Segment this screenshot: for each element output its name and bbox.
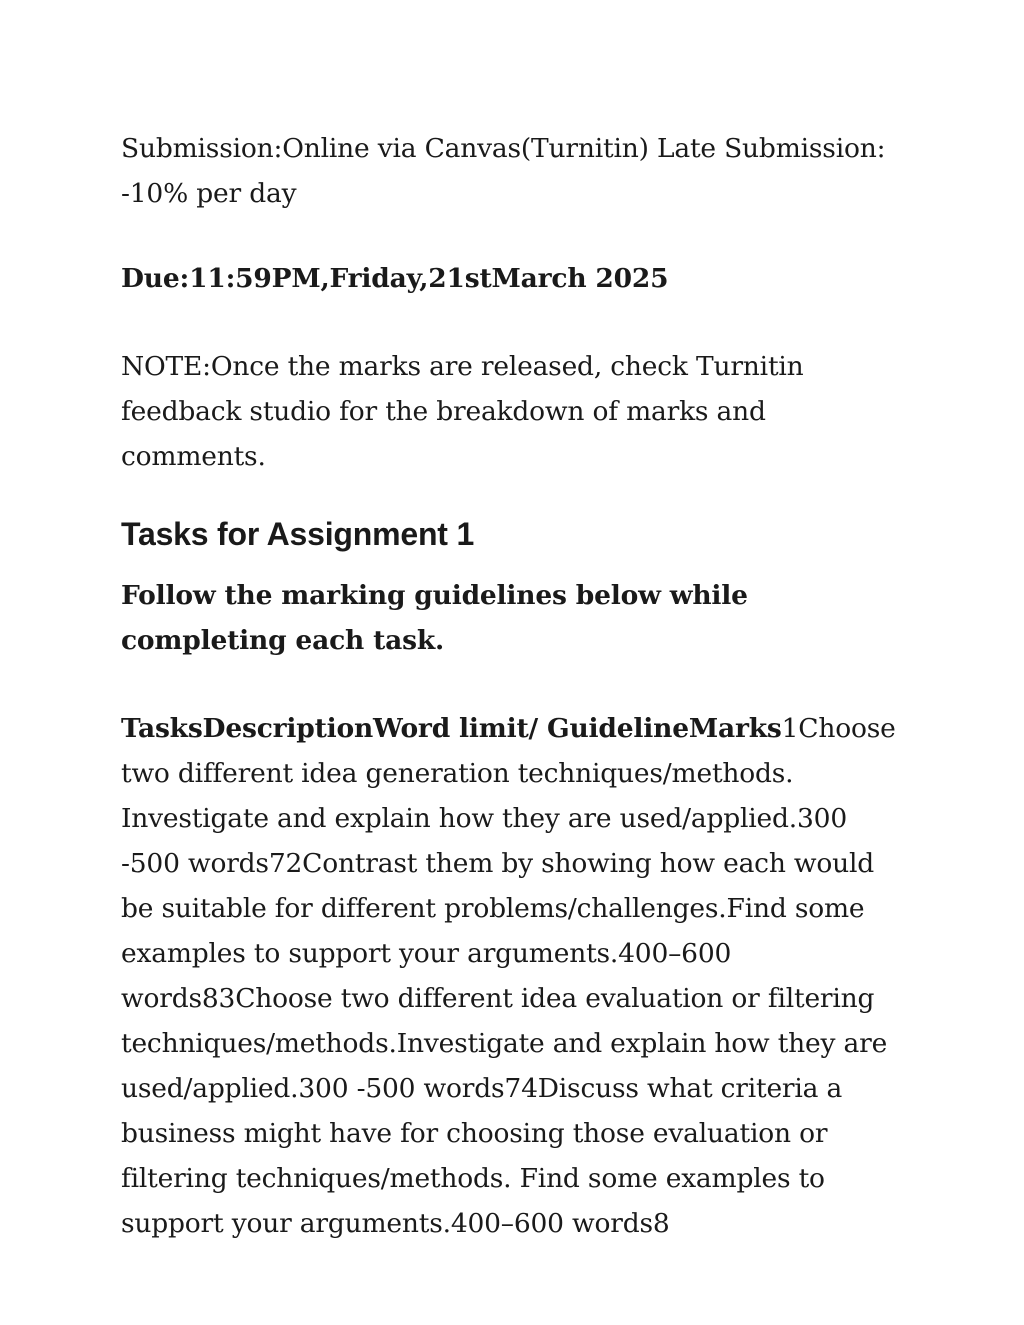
tasks-table-body: 1Choose two different idea generation techniques/methods. Investigate and explain how they are used/applied.300 -500 words72Contrast them by showing how each would be suitable for different problems/challenges.Find some examples to support your arguments.400–600 words83Choose two different idea evaluation or filtering techniques/methods.Investigate and explain how they are used/applied.300 -500 words74Discuss what criteria a business might have for choosing those evaluation or filtering techniques/methods. Find some examples to support your arguments.400–600 words8 (121, 713, 896, 1239)
tasks-table-text (121, 706, 911, 1246)
due-date: Due:11:59PM,Friday,21stMarch 2025 (121, 263, 669, 294)
document-page (121, 126, 911, 1246)
section-heading: Tasks for Assignment 1 (121, 516, 475, 552)
submission-info: Submission:Online via Canvas(Turnitin) Late Submission: -10% per day (121, 133, 886, 209)
marks-note: NOTE:Once the marks are released, check Turnitin feedback studio for the breakdown of marks and comments. (121, 351, 804, 472)
tasks-table-header: TasksDescriptionWord limit/ GuidelineMarks (121, 713, 782, 744)
marking-guideline-instruction: Follow the marking guidelines below while completing each task. (121, 580, 748, 656)
